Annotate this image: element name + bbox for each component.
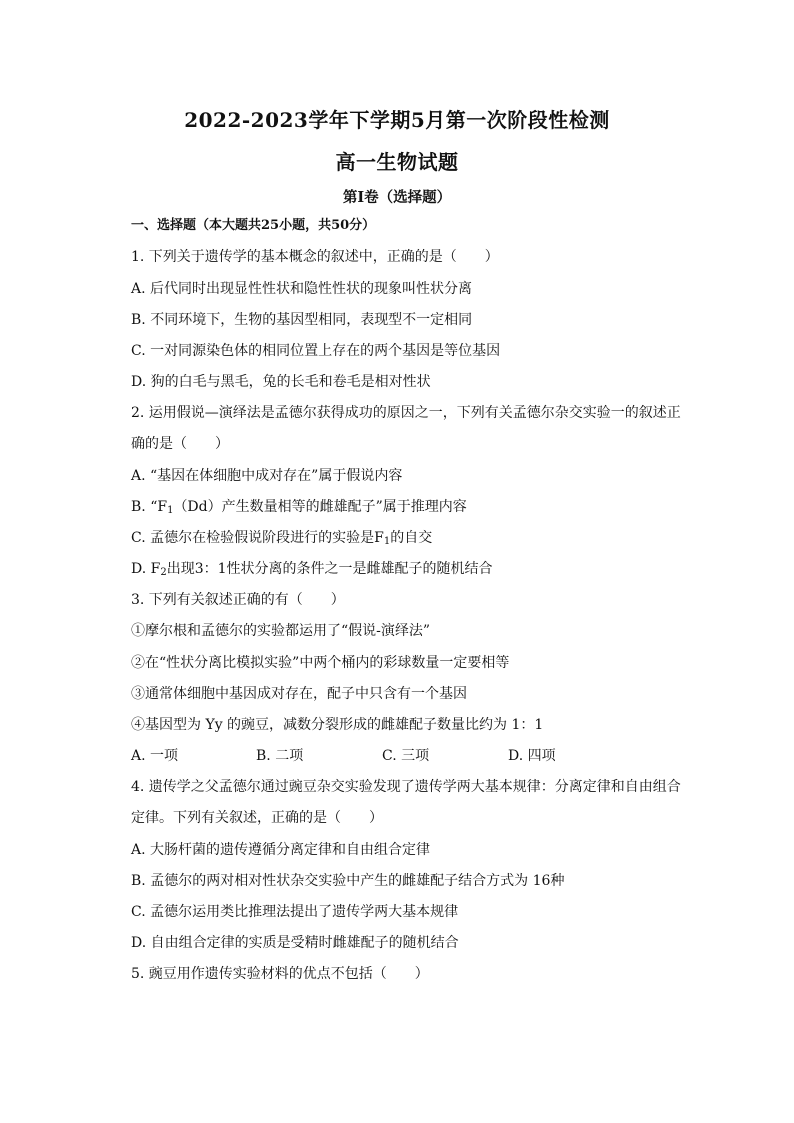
question-3-statement-1: ①摩尔根和孟德尔的实验都运用了“假说-演绎法” [131, 623, 431, 639]
question-2-stem-line-1: 2. 运用假说—演绎法是孟德尔获得成功的原因之一，下列有关孟德尔杂交实验一的叙述正 [131, 405, 681, 421]
question-1-option-a: A. 后代同时出现显性性状和隐性性状的现象叫性状分离 [131, 281, 473, 297]
question-2-option-c [131, 529, 696, 547]
question-2-option-d-sub: 2 [160, 567, 167, 578]
question-3-option-d: D. 四项 [508, 748, 556, 764]
question-2-option-d-post: 出现3：1性状分离的条件之一是雌雄配子的随机结合 [166, 561, 493, 577]
question-4-option-d: D. 自由组合定律的实质是受精时雌雄配子的随机结合 [131, 935, 459, 951]
question-5-stem: 5. 豌豆用作遗传实验材料的优点不包括（ ） [131, 966, 429, 982]
question-3-statement-4: ④基因型为 Yy 的豌豆，减数分裂形成的雌雄配子数量比约为 1：1 [131, 717, 544, 733]
question-4-option-c: C. 孟德尔运用类比推理法提出了遗传学两大基本规律 [131, 904, 459, 920]
question-1-option-c: C. 一对同源染色体的相同位置上存在的两个基因是等位基因 [131, 343, 501, 359]
question-2-option-a: A. “基因在体细胞中成对存在”属于假说内容 [131, 468, 403, 484]
question-4-option-a: A. 大肠杆菌的遗传遵循分离定律和自由组合定律 [131, 842, 431, 858]
question-2-option-b-pre: B. “F [131, 499, 168, 515]
question-2-option-c-pre: C. 孟德尔在检验假说阶段进行的实验是F [131, 530, 384, 546]
question-3-option-c: C. 三项 [382, 748, 430, 764]
question-1-option-d: D. 狗的白毛与黑毛，兔的长毛和卷毛是相对性状 [131, 374, 431, 390]
question-2-option-c-post: 的自交 [390, 530, 433, 546]
exam-title: 2022-2023学年下学期5月第一次阶段性检测 [184, 108, 610, 132]
question-3-statement-2: ②在“性状分离比模拟实验”中两个桶内的彩球数量一定要相等 [131, 655, 510, 671]
question-2-option-d [131, 560, 696, 578]
question-3-statement-3: ③通常体细胞中基因成对存在，配子中只含有一个基因 [131, 686, 467, 702]
question-2-stem-line-2: 确的是（ ） [131, 436, 229, 452]
question-2-option-c-sub: 1 [383, 536, 391, 547]
question-2-option-b-post: （Dd）产生数量相等的雌雄配子”属于推理内容 [173, 499, 467, 515]
question-1-stem: 1. 下列关于遗传学的基本概念的叙述中，正确的是（ ） [131, 249, 499, 265]
question-2-option-b [131, 498, 696, 516]
question-4-stem-line-1: 4. 遗传学之父孟德尔通过豌豆杂交实验发现了遗传学两大基本规律：分离定律和自由组合 [131, 779, 681, 795]
question-3-stem: 3. 下列有关叙述正确的有（ ） [131, 592, 345, 608]
question-2-option-b-sub: 1 [167, 505, 174, 516]
exam-subject: 高一生物试题 [335, 150, 459, 174]
question-1-option-b: B. 不同环境下，生物的基因型相同，表现型不一定相同 [131, 312, 473, 328]
exam-part-heading: 第I卷（选择题） [342, 189, 452, 206]
section-heading: 一、选择题（本大题共25小题，共50分） [131, 218, 376, 233]
question-3-option-b: B. 二项 [256, 748, 304, 764]
question-2-option-d-pre: D. F [131, 561, 161, 577]
question-3-option-a: A. 一项 [131, 748, 179, 764]
question-4-stem-line-2: 定律。下列有关叙述，正确的是（ ） [131, 810, 383, 826]
question-4-option-b: B. 孟德尔的两对相对性状杂交实验中产生的雌雄配子结合方式为 16种 [131, 873, 565, 889]
question-3-options-row [131, 747, 556, 765]
